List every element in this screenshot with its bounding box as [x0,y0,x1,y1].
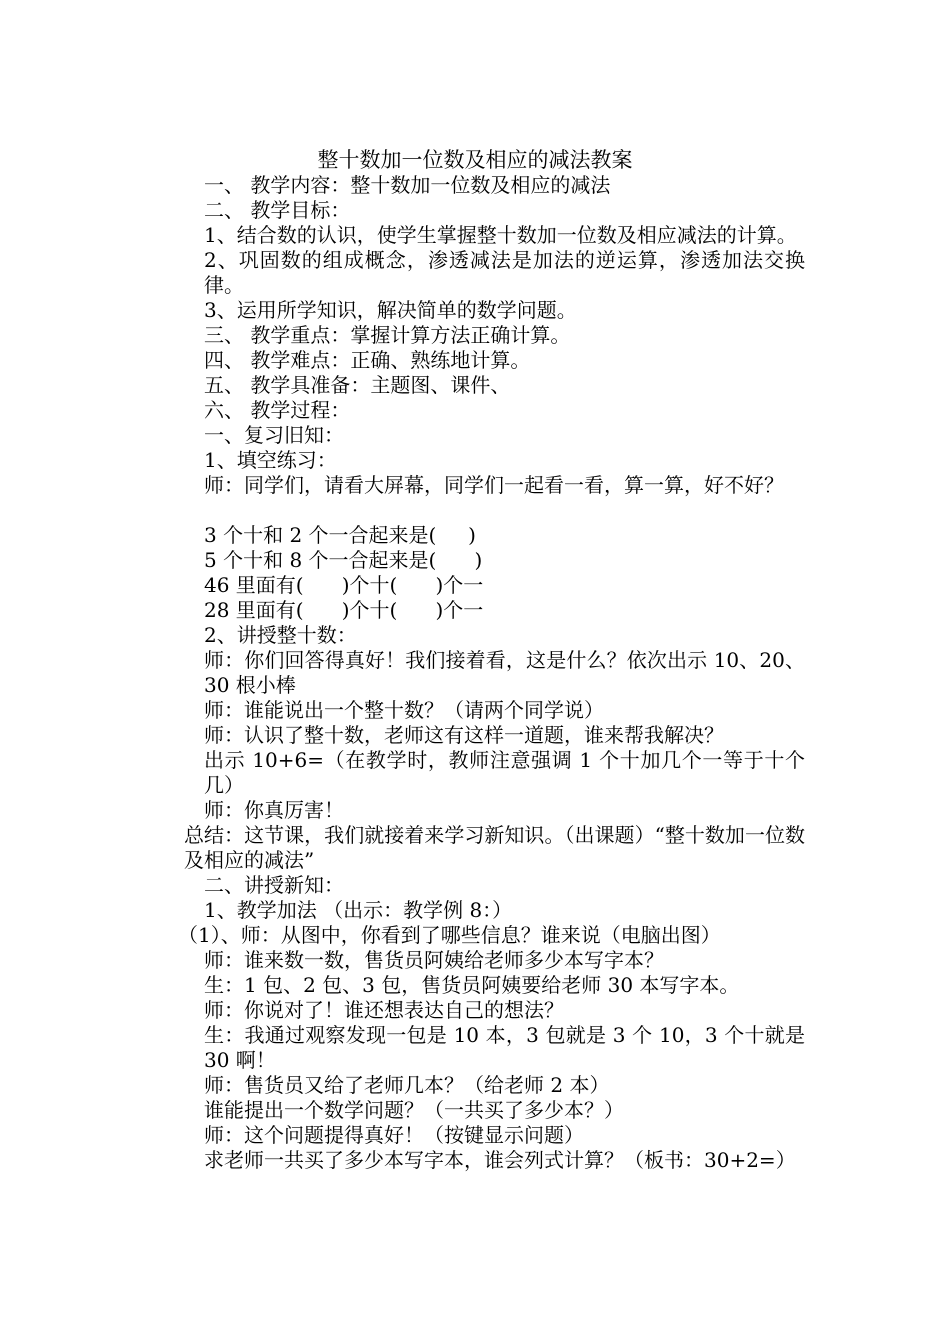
section-teaching-content: 一、 教学内容：整十数加一位数及相应的减法 [204,173,611,197]
teacher-line: 师：谁能说出一个整十数？（请两个同学说） [204,698,604,722]
teacher-line: 师：售货员又给了老师几本？（给老师 2 本） [204,1073,610,1097]
teacher-line: 师：你说对了！谁还想表达自己的想法？ [204,998,564,1022]
teacher-line: （1）、师：从图中，你看到了哪些信息？谁来说（电脑出图） [178,923,721,947]
step-review-heading: 一、复习旧知： [204,423,344,447]
exercise-line: 5 个十和 8 个一合起来是( ) [204,548,483,572]
goal-item-1: 1、结合数的认识，使学生掌握整十数加一位数及相应减法的计算。 [204,223,797,247]
teacher-line: 师：谁来数一数，售货员阿姨给老师多少本写字本？ [204,948,664,972]
step-whole-tens-heading: 2、讲授整十数： [204,623,357,647]
section-process: 六、 教学过程： [204,398,351,422]
student-line: 生：我通过观察发现一包是 10 本，3 包就是 3 个 10，3 个十就是 30 啊！ [204,1023,805,1072]
example-line: 出示 10+6=（在教学时，教师注意强调 1 个十加几个一等于十个几） [204,748,805,797]
summary-line: 总结：这节课，我们就接着来学习新知识。（出课题）“整十数加一位数及相应的减法” [184,823,805,872]
step-new-knowledge-heading: 二、讲授新知： [204,873,344,897]
question-line: 求老师一共买了多少本写字本，谁会列式计算？（板书：30+2=） [204,1148,796,1172]
exercise-line: 3 个十和 2 个一合起来是( ) [204,523,476,547]
teacher-line: 师：认识了整十数，老师这有这样一道题，谁来帮我解决？ [204,723,724,747]
blank-line [160,498,805,523]
section-key-points: 三、 教学重点：掌握计算方法正确计算。 [204,323,571,347]
step-addition-heading: 1、教学加法 （出示：教学例 8：） [204,898,513,922]
exercise-line: 46 里面有( )个十( )个一 [204,573,484,597]
goal-item-2: 2、巩固数的组成概念，渗透减法是加法的逆运算，渗透加法交换律。 [204,248,805,297]
teacher-line: 师：这个问题提得真好！（按键显示问题） [204,1123,584,1147]
student-line: 生：1 包、2 包、3 包，售货员阿姨要给老师 30 本写字本。 [204,973,740,997]
section-materials: 五、 教学具准备：主题图、课件、 [204,373,511,397]
step-fill-blank-heading: 1、填空练习： [204,448,337,472]
teacher-line: 师：同学们，请看大屏幕，同学们一起看一看，算一算，好不好？ [204,473,784,497]
document-title: 整十数加一位数及相应的减法教案 [317,148,633,172]
question-line: 谁能提出一个数学问题？（一共买了多少本？） [204,1098,624,1122]
document-body [160,173,805,1173]
section-teaching-goals: 二、 教学目标： [204,198,351,222]
teacher-line: 师：你们回答得真好！我们接着看，这是什么？依次出示 10、20、30 根小棒 [204,648,805,697]
teacher-line: 师：你真厉害！ [204,798,344,822]
section-difficulties: 四、 教学难点：正确、熟练地计算。 [204,348,531,372]
goal-item-3: 3、运用所学知识，解决简单的数学问题。 [204,298,577,322]
exercise-line: 28 里面有( )个十( )个一 [204,598,484,622]
